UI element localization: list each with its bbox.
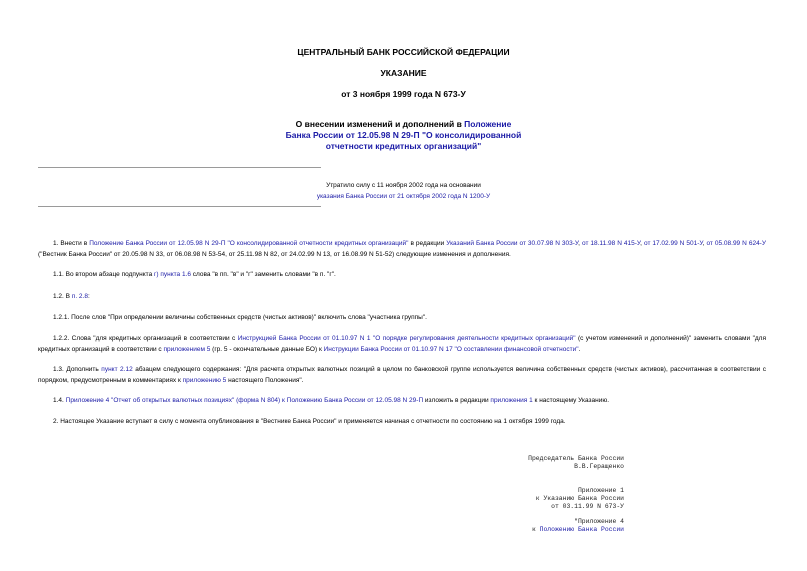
p1-text: 1. Внести в: [53, 240, 90, 247]
p122-text: .: [578, 346, 581, 353]
paragraph-1-2-2: [38, 333, 766, 355]
p1-text: ,: [640, 240, 644, 247]
paragraph-1-2: [38, 291, 766, 302]
divider-bottom: [38, 206, 321, 207]
signature-title: Председатель Банка России: [528, 455, 624, 462]
subject-prefix: О внесении изменений и дополнений в: [295, 119, 465, 129]
p13-text: 1.3. Дополнить: [53, 366, 102, 373]
p11-link-g[interactable]: г): [154, 271, 159, 278]
appendix-1-line2: к Указанию Банка России: [535, 495, 624, 502]
p122-link-instr-17[interactable]: Инструкции Банка России от 01.10.97 N 17 "О составлении финансовой отчетности": [323, 346, 579, 353]
subject-link-polozhenie[interactable]: Положение: [464, 119, 512, 129]
p14-text: к настоящему Указанию.: [532, 397, 610, 404]
p11-text: слова "в пп. "в" и "г" заменить словами "в п. "г".: [191, 271, 336, 278]
p1-link-501u[interactable]: от 17.02.99 N 501-У: [643, 240, 703, 247]
p13-link-pril-5[interactable]: приложению 5: [182, 377, 227, 384]
appendix-4-prefix: к: [531, 526, 540, 533]
signature-block: [528, 455, 624, 471]
signature-name: В.В.Геращенко: [574, 463, 624, 470]
p13-text: настоящего Положения".: [226, 377, 304, 384]
p14-link-pril-4[interactable]: Приложение 4 "Отчет об открытых валютных позициях" (форма N 804) к Положению Банка России от 12.05.98 N 29-П: [65, 397, 424, 404]
subject-link-line3[interactable]: отчетности кредитных организаций": [325, 141, 482, 151]
p1-text: ,: [578, 240, 582, 247]
paragraph-1-4: [38, 395, 766, 406]
p13-link-punkt-2-12[interactable]: пункт 2.12: [101, 366, 133, 373]
p1-text: ("Вестник Банка России" от 20.05.98 N 33, от 06.08.98 N 53-54, от 25.11.98 N 82, от 24.02.99 N 13, от 16.08.99 N 51-52) следующие изменения и дополнения.: [38, 251, 511, 258]
paragraph-1-3: [38, 364, 766, 386]
p2-text: 2. Настоящее Указание вступает в силу с момента опубликования в "Вестнике Банка России" и применяется начиная с отчетности по состоянию на 1 октября 1999 года.: [53, 418, 566, 425]
appendix-1-line3: от 03.11.99 N 673-У: [551, 503, 624, 510]
p1-link-polozhenie[interactable]: Положение Банка России от 12.05.98 N 29-П "О консолидированной отчетности кредитных организаций": [89, 240, 409, 247]
p12-text: 1.2. В: [53, 293, 72, 300]
p14-link-pril-1[interactable]: приложения 1: [490, 397, 533, 404]
p1-link-415u[interactable]: от 18.11.98 N 415-У: [581, 240, 641, 247]
paragraph-1-1: [38, 269, 766, 280]
p14-text: изложить в редакции: [423, 397, 491, 404]
p13-text: абзацем следующего содержания: "Для расчета открытых валютных позиций в целом по банковской группе используется величина собственных средств (чистых активов), рассчитанная в соответствии с порядком, предусмотренным в комментариях к: [38, 366, 766, 384]
paragraph-1-2-1: [38, 312, 766, 323]
p121-text: 1.2.1. После слов "При определении величины собственных средств (чистых активов)" включить слова "участника группы".: [53, 314, 427, 321]
p12-text: :: [87, 293, 90, 300]
p122-text: (гр. 5 - окончательные данные БО) к: [210, 346, 324, 353]
p1-text: ,: [702, 240, 707, 247]
divider-top: [38, 167, 321, 168]
paragraph-1: [38, 238, 766, 260]
document-subject: [240, 119, 567, 152]
p1-link-303u[interactable]: Указаний Банка России от 30.07.98 N 303-У: [446, 240, 579, 247]
expiry-link[interactable]: указания Банка России от 21 октября 2002 года N 1200-У: [316, 193, 491, 200]
appendix-1-header: [536, 487, 624, 511]
p11-link-punkt-1-6[interactable]: пункта 1.6: [160, 271, 191, 278]
expiry-note: [240, 180, 567, 202]
document-type: УКАЗАНИЕ: [380, 68, 427, 78]
p11-text: 1.1. Во втором абзаце подпункта: [53, 271, 154, 278]
expiry-text: Утратило силу с 11 ноября 2002 года на основании: [326, 182, 481, 189]
issuer-title: ЦЕНТРАЛЬНЫЙ БАНК РОССИЙСКОЙ ФЕДЕРАЦИИ: [297, 47, 510, 57]
p14-text: 1.4.: [53, 397, 66, 404]
p122-text: 1.2.2. Слова "для кредитных организаций в соответствии с: [53, 335, 238, 342]
p122-link-pril-5[interactable]: приложением 5: [163, 346, 211, 353]
p12-link-p-2-8[interactable]: п. 2.8: [71, 293, 88, 300]
appendix-4-header: [532, 518, 624, 534]
subject-link-line2[interactable]: Банка России от 12.05.98 N 29-П "О консолидированной: [285, 130, 522, 140]
appendix-1-line1: Приложение 1: [577, 487, 624, 494]
appendix-4-link[interactable]: Положению Банка России: [539, 526, 624, 533]
p122-link-instr-1[interactable]: Инструкцией Банка России от 01.10.97 N 1 "О порядке регулирования деятельности кредитных организаций": [237, 335, 576, 342]
p122-text: (с учетом изменений и дополнений)" заменить словами "для кредитных организаций в соответствии с: [38, 335, 766, 353]
p1-text: в редакции: [408, 240, 447, 247]
appendix-4-line1: "Приложение 4: [574, 518, 624, 525]
p1-link-624u[interactable]: от 05.08.99 N 624-У: [706, 240, 766, 247]
paragraph-2: [38, 416, 766, 427]
document-date: от 3 ноября 1999 года N 673-У: [341, 89, 466, 99]
